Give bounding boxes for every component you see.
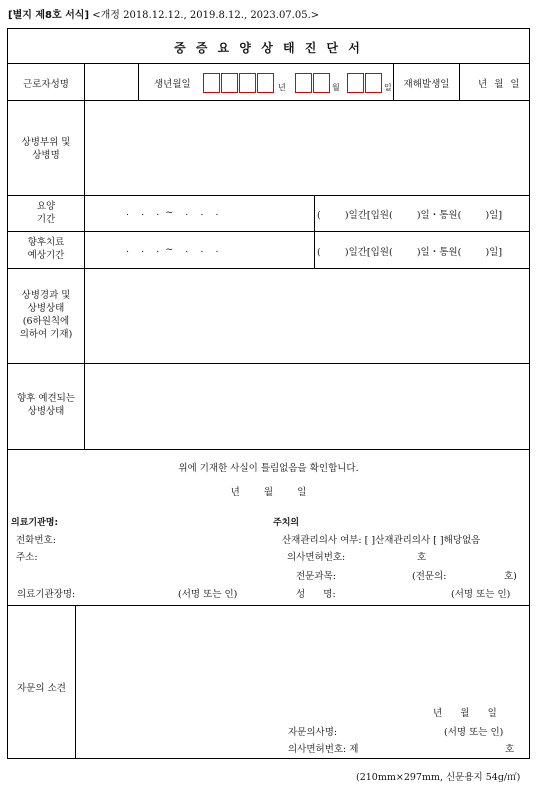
divider <box>7 449 530 450</box>
consult-license-label: 의사면허번호: 제 <box>288 744 359 755</box>
doctor-license-suffix: 호 <box>417 552 427 563</box>
divider <box>7 195 530 196</box>
month-unit: 월 <box>332 83 340 92</box>
divider <box>7 231 530 232</box>
doctor-sign-field[interactable]: (서명 또는 인) <box>451 589 511 600</box>
institution-address-label: 주소: <box>16 552 38 563</box>
care-period-days[interactable]: ( )일간[입원( )일・통원( )일] <box>317 210 503 221</box>
progress-label: 상병경과 및 상병상태 (6하원칙에 의하여 기재) <box>19 290 73 340</box>
doctor-title: 주치의 <box>273 518 300 528</box>
consult-sign-field[interactable]: (서명 또는 인) <box>444 727 504 738</box>
specialty-label: 전문과목: <box>296 571 336 582</box>
doctor-license-label: 의사면허번호: <box>287 552 346 563</box>
birth-day-digit-1[interactable] <box>347 73 364 93</box>
birth-month-digit-1[interactable] <box>295 73 312 93</box>
consult-opinion-field[interactable] <box>76 606 529 696</box>
care-period-label: 요양 기간 <box>36 201 56 225</box>
future-care-label: 향후치료 예상기간 <box>27 237 65 261</box>
progress-field[interactable] <box>85 269 529 363</box>
future-care-days[interactable]: ( )일간[입원( )일・통원( )일] <box>317 247 503 258</box>
institution-sign-field[interactable]: (서명 또는 인) <box>178 589 238 600</box>
birth-year-digit-2[interactable] <box>221 73 238 93</box>
consult-label: 자문의 소견 <box>17 683 66 694</box>
injury-label: 상병부위 및 상병명 <box>21 137 71 161</box>
expected-condition-label: 향후 예견되는 상병상태 <box>16 393 76 417</box>
future-care-range[interactable]: . . . ~ . . . <box>126 244 219 255</box>
confirm-date[interactable]: 년 월 일 <box>230 487 307 498</box>
revision-note: <개정 2018.12.12., 2019.8.12., 2023.07.05.> <box>92 10 320 21</box>
paper-spec: (210mm×297mm, 신문용지 54g/㎡) <box>356 772 521 783</box>
birth-year-digit-4[interactable] <box>257 73 274 93</box>
birth-day-digit-2[interactable] <box>365 73 382 93</box>
institution-name-label: 의료기관명: <box>11 518 59 528</box>
form-header <box>8 6 319 21</box>
care-period-range[interactable]: . . . ~ . . . <box>126 207 219 218</box>
worker-name-label: 근로자성명 <box>23 79 69 90</box>
birth-month-digit-2[interactable] <box>313 73 330 93</box>
birth-year-digit-3[interactable] <box>239 73 256 93</box>
consult-date[interactable]: 년 월 일 <box>433 708 497 719</box>
birth-date-label: 생년월일 <box>154 79 191 90</box>
doctor-name-label: 성 명: <box>296 589 336 600</box>
confirm-statement: 위에 기재한 사실이 틀림없음을 확인합니다. <box>178 463 359 474</box>
institution-director-label: 의료기관장명: <box>17 589 76 600</box>
expected-condition-field[interactable] <box>85 364 529 449</box>
year-unit: 년 <box>278 83 286 92</box>
specialist-suffix: 호) <box>504 571 517 582</box>
day-unit: 일 <box>384 83 392 92</box>
birth-year-digit-1[interactable] <box>203 73 220 93</box>
specialist-label: (전문의: <box>412 571 447 582</box>
divider <box>138 63 139 100</box>
accident-date-field[interactable]: 년 월 일 <box>478 79 520 90</box>
industrial-doctor-check[interactable]: 산재관리의사 여부: [ ]산재관리의사 [ ]해당없음 <box>282 535 481 546</box>
form-title: 중 증 요 양 상 태 진 단 서 <box>174 41 363 55</box>
injury-field[interactable] <box>85 101 529 195</box>
consult-doctor-label: 자문의사명: <box>288 727 338 738</box>
form-number: [별지 제8호 서식] <box>8 10 90 21</box>
institution-phone-label: 전화번호: <box>16 535 56 546</box>
consult-license-suffix: 호 <box>505 744 515 755</box>
divider <box>314 195 315 268</box>
divider <box>459 63 460 100</box>
accident-date-label: 재해발생일 <box>403 79 450 90</box>
worker-name-field[interactable] <box>85 64 138 100</box>
